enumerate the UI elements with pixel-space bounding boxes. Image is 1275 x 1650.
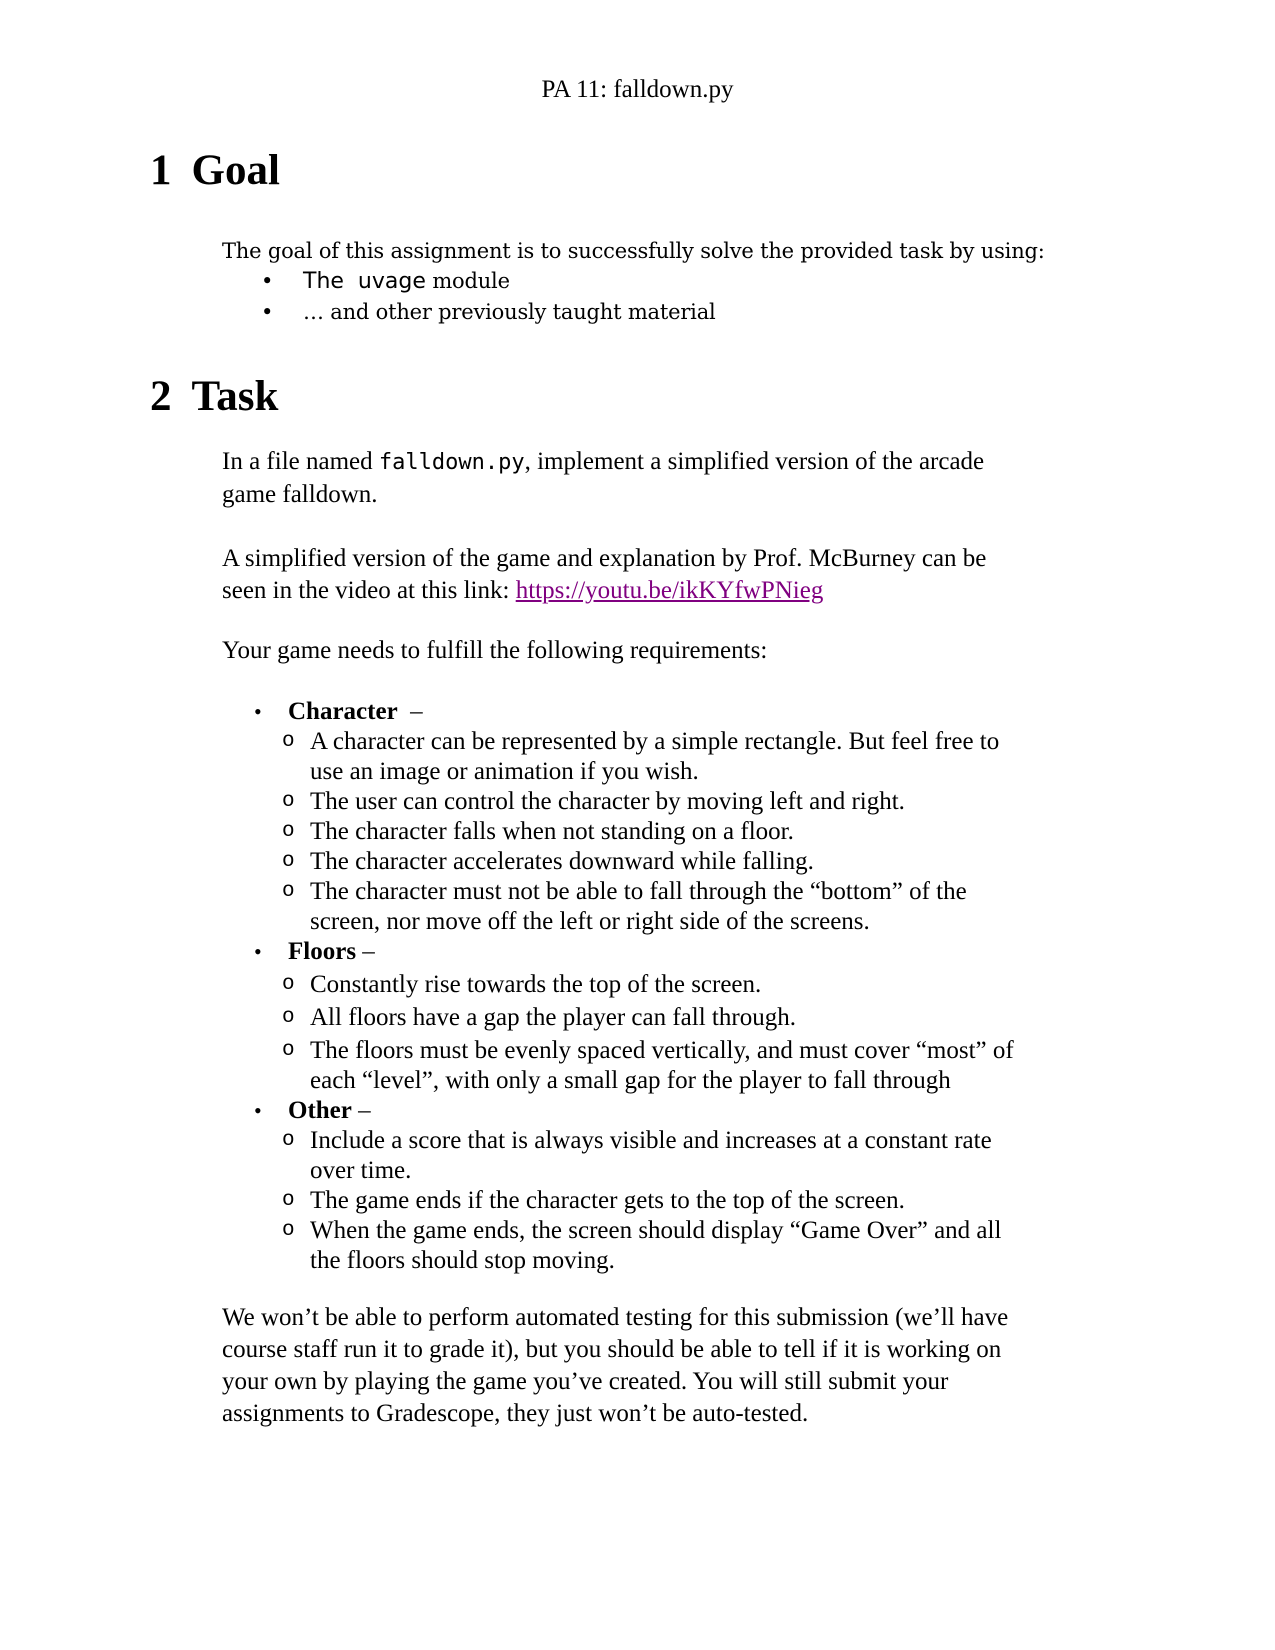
bullet-icon: •	[254, 1098, 262, 1123]
requirement-sub-text: The character accelerates downward while falling.	[310, 848, 814, 875]
requirements-list	[150, 697, 1125, 1276]
requirement-title	[288, 937, 375, 967]
task-section-heading	[150, 374, 1125, 420]
bullet-icon: •	[261, 269, 274, 293]
goal-bullet-rest: module	[425, 269, 510, 293]
goal-intro-paragraph: The goal of this assignment is to successfully solve the provided task by using:	[222, 239, 1045, 263]
requirement-dash: –	[356, 938, 375, 965]
requirement-sub-text: The user can control the character by moving left and right.	[310, 788, 905, 815]
circle-bullet-icon: o	[282, 1189, 295, 1212]
requirement-character	[150, 697, 1125, 937]
goal-section-heading	[150, 148, 1125, 194]
sub-bullet-item	[282, 877, 1125, 937]
sub-bullet-item	[282, 1003, 1125, 1033]
requirement-sub-text: When the game ends, the screen should display “Game Over” and all the floors should stop moving.	[310, 1217, 1002, 1274]
task-intro-paragraph	[222, 446, 1032, 511]
requirement-title	[288, 1096, 371, 1126]
circle-bullet-icon: o	[282, 1219, 295, 1242]
task-intro-post: , implement a simplified version of the arcade game falldown.	[222, 448, 985, 508]
requirement-dash: –	[397, 698, 423, 725]
requirement-label: Other	[288, 1097, 352, 1124]
circle-bullet-icon: o	[282, 850, 295, 873]
bullet-icon: •	[254, 699, 262, 724]
sub-bullet-item	[282, 1036, 1125, 1096]
inline-code-filename: falldown.py	[378, 450, 525, 475]
requirement-sub-text: The floors must be evenly spaced vertically, and must cover “most” of each “level”, with only a small gap for the player to fall through	[310, 1037, 1014, 1094]
page-header-title: PA 11: falldown.py	[541, 76, 734, 103]
goal-heading-number: 1	[150, 147, 172, 194]
sub-bullet-item	[282, 1126, 1125, 1186]
sub-bullet-item	[282, 817, 1125, 847]
goal-heading-text: Goal	[191, 147, 280, 194]
requirement-dash: –	[351, 1097, 371, 1124]
requirement-title	[288, 697, 423, 727]
sub-bullet-item	[282, 1216, 1125, 1276]
requirement-sub-text: The game ends if the character gets to the top of the screen.	[310, 1187, 905, 1214]
circle-bullet-icon: o	[282, 1129, 295, 1152]
uvage-module-name: The uvage	[303, 269, 426, 294]
video-paragraph	[222, 543, 1032, 607]
circle-bullet-icon: o	[282, 973, 295, 996]
circle-bullet-icon: o	[282, 730, 295, 753]
requirement-header	[250, 697, 1125, 727]
sub-bullet-item	[282, 787, 1125, 817]
video-paragraph-text: A simplified version of the game and explanation by Prof. McBurney can be seen in the video at this link:	[222, 545, 987, 604]
requirement-sub-text: Include a score that is always visible and increases at a constant rate over time.	[310, 1127, 992, 1184]
goal-bullet-other-material	[255, 297, 1125, 327]
sub-bullet-item	[282, 727, 1125, 787]
circle-bullet-icon: o	[282, 1039, 295, 1062]
sub-bullet-item	[282, 970, 1125, 1000]
circle-bullet-icon: o	[282, 790, 295, 813]
task-intro-pre: In a file named	[222, 448, 379, 475]
requirements-intro: Your game needs to fulfill the following requirements:	[222, 637, 768, 664]
requirement-label: Character	[288, 698, 398, 725]
requirement-label: Floors	[288, 938, 357, 965]
task-heading-number: 2	[150, 373, 172, 420]
requirement-other	[150, 1096, 1125, 1276]
sub-bullet-item	[282, 1186, 1125, 1216]
goal-bullet-text: … and other previously taught material	[303, 300, 716, 324]
task-heading-text: Task	[191, 373, 279, 420]
sub-bullet-item	[282, 847, 1125, 877]
closing-paragraph: We won’t be able to perform automated testing for this submission (we’ll have course staff run it to grade it), but you should be able to tell if it is working on your own by playing the game you’ve created. You will still submit your assignments to Gradescope, they just won’t be auto-tested.	[222, 1304, 1009, 1427]
goal-bullet-uvage	[255, 266, 1125, 297]
requirement-sub-text: The character falls when not standing on a floor.	[310, 818, 794, 845]
circle-bullet-icon: o	[282, 820, 295, 843]
requirement-sub-text: A character can be represented by a simple rectangle. But feel free to use an image or animation if you wish.	[310, 728, 1000, 785]
goal-bullet-text	[303, 266, 510, 297]
requirement-sub-text: All floors have a gap the player can fall through.	[310, 1004, 796, 1031]
video-link[interactable]: https://youtu.be/ikKYfwPNieg	[515, 577, 824, 604]
requirement-sub-text: The character must not be able to fall through the “bottom” of the screen, nor move off the left or right side of the screens.	[310, 878, 967, 935]
requirement-sub-text: Constantly rise towards the top of the screen.	[310, 971, 762, 998]
requirement-header	[250, 937, 1125, 967]
requirement-header	[250, 1096, 1125, 1126]
circle-bullet-icon: o	[282, 880, 295, 903]
requirement-floors	[150, 937, 1125, 1096]
circle-bullet-icon: o	[282, 1006, 295, 1029]
bullet-icon: •	[261, 300, 274, 324]
bullet-icon: •	[254, 939, 262, 964]
